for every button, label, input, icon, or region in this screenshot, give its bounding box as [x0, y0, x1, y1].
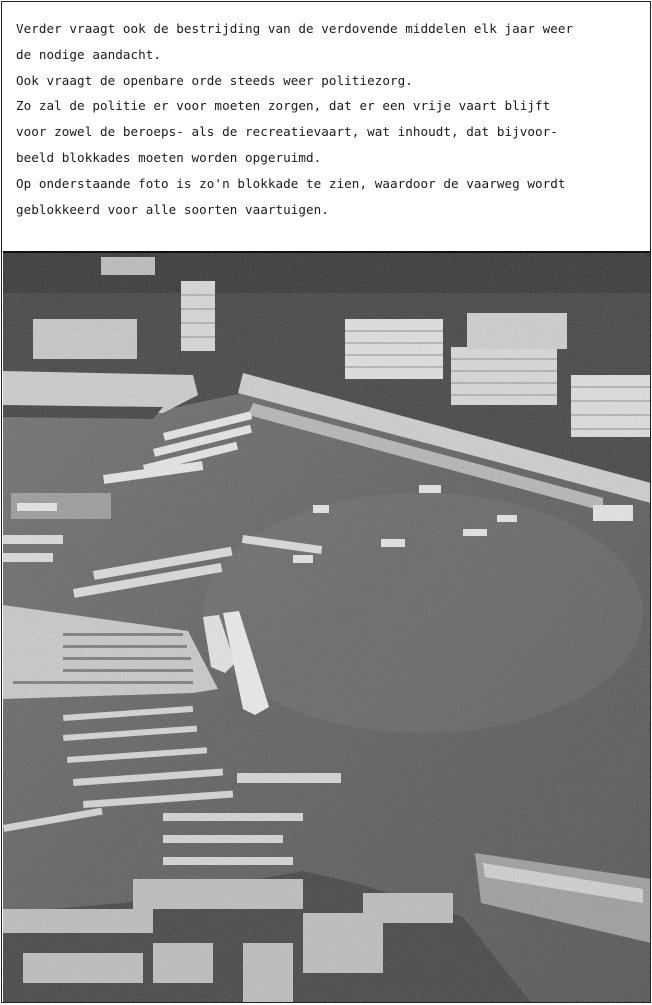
aerial-harbour-photo — [3, 251, 651, 1003]
text-line: voor zowel de beroeps- als de recreatievaart, wat inhoudt, dat bijvoor- — [16, 124, 558, 140]
text-line: Ook vraagt de openbare orde steeds weer politiezorg. — [16, 72, 413, 88]
text-line: Op onderstaande foto is zo'n blokkade te zien, waardoor de vaarweg wordt — [16, 175, 566, 191]
photo-illustration — [3, 253, 651, 1003]
text-line: geblokkeerd voor alle soorten vaartuigen. — [16, 201, 329, 217]
document-page — [1, 1, 651, 1003]
body-text — [16, 16, 638, 222]
text-line: de nodige aandacht. — [16, 46, 162, 62]
text-line: Zo zal de politie er voor moeten zorgen, dat er een vrije vaart blijft — [16, 98, 551, 114]
text-line: Verder vraagt ook de bestrijding van de verdovende middelen elk jaar weer — [16, 21, 574, 36]
film-grain — [3, 253, 651, 1003]
text-line: beeld blokkades moeten worden opgeruimd. — [16, 149, 322, 165]
